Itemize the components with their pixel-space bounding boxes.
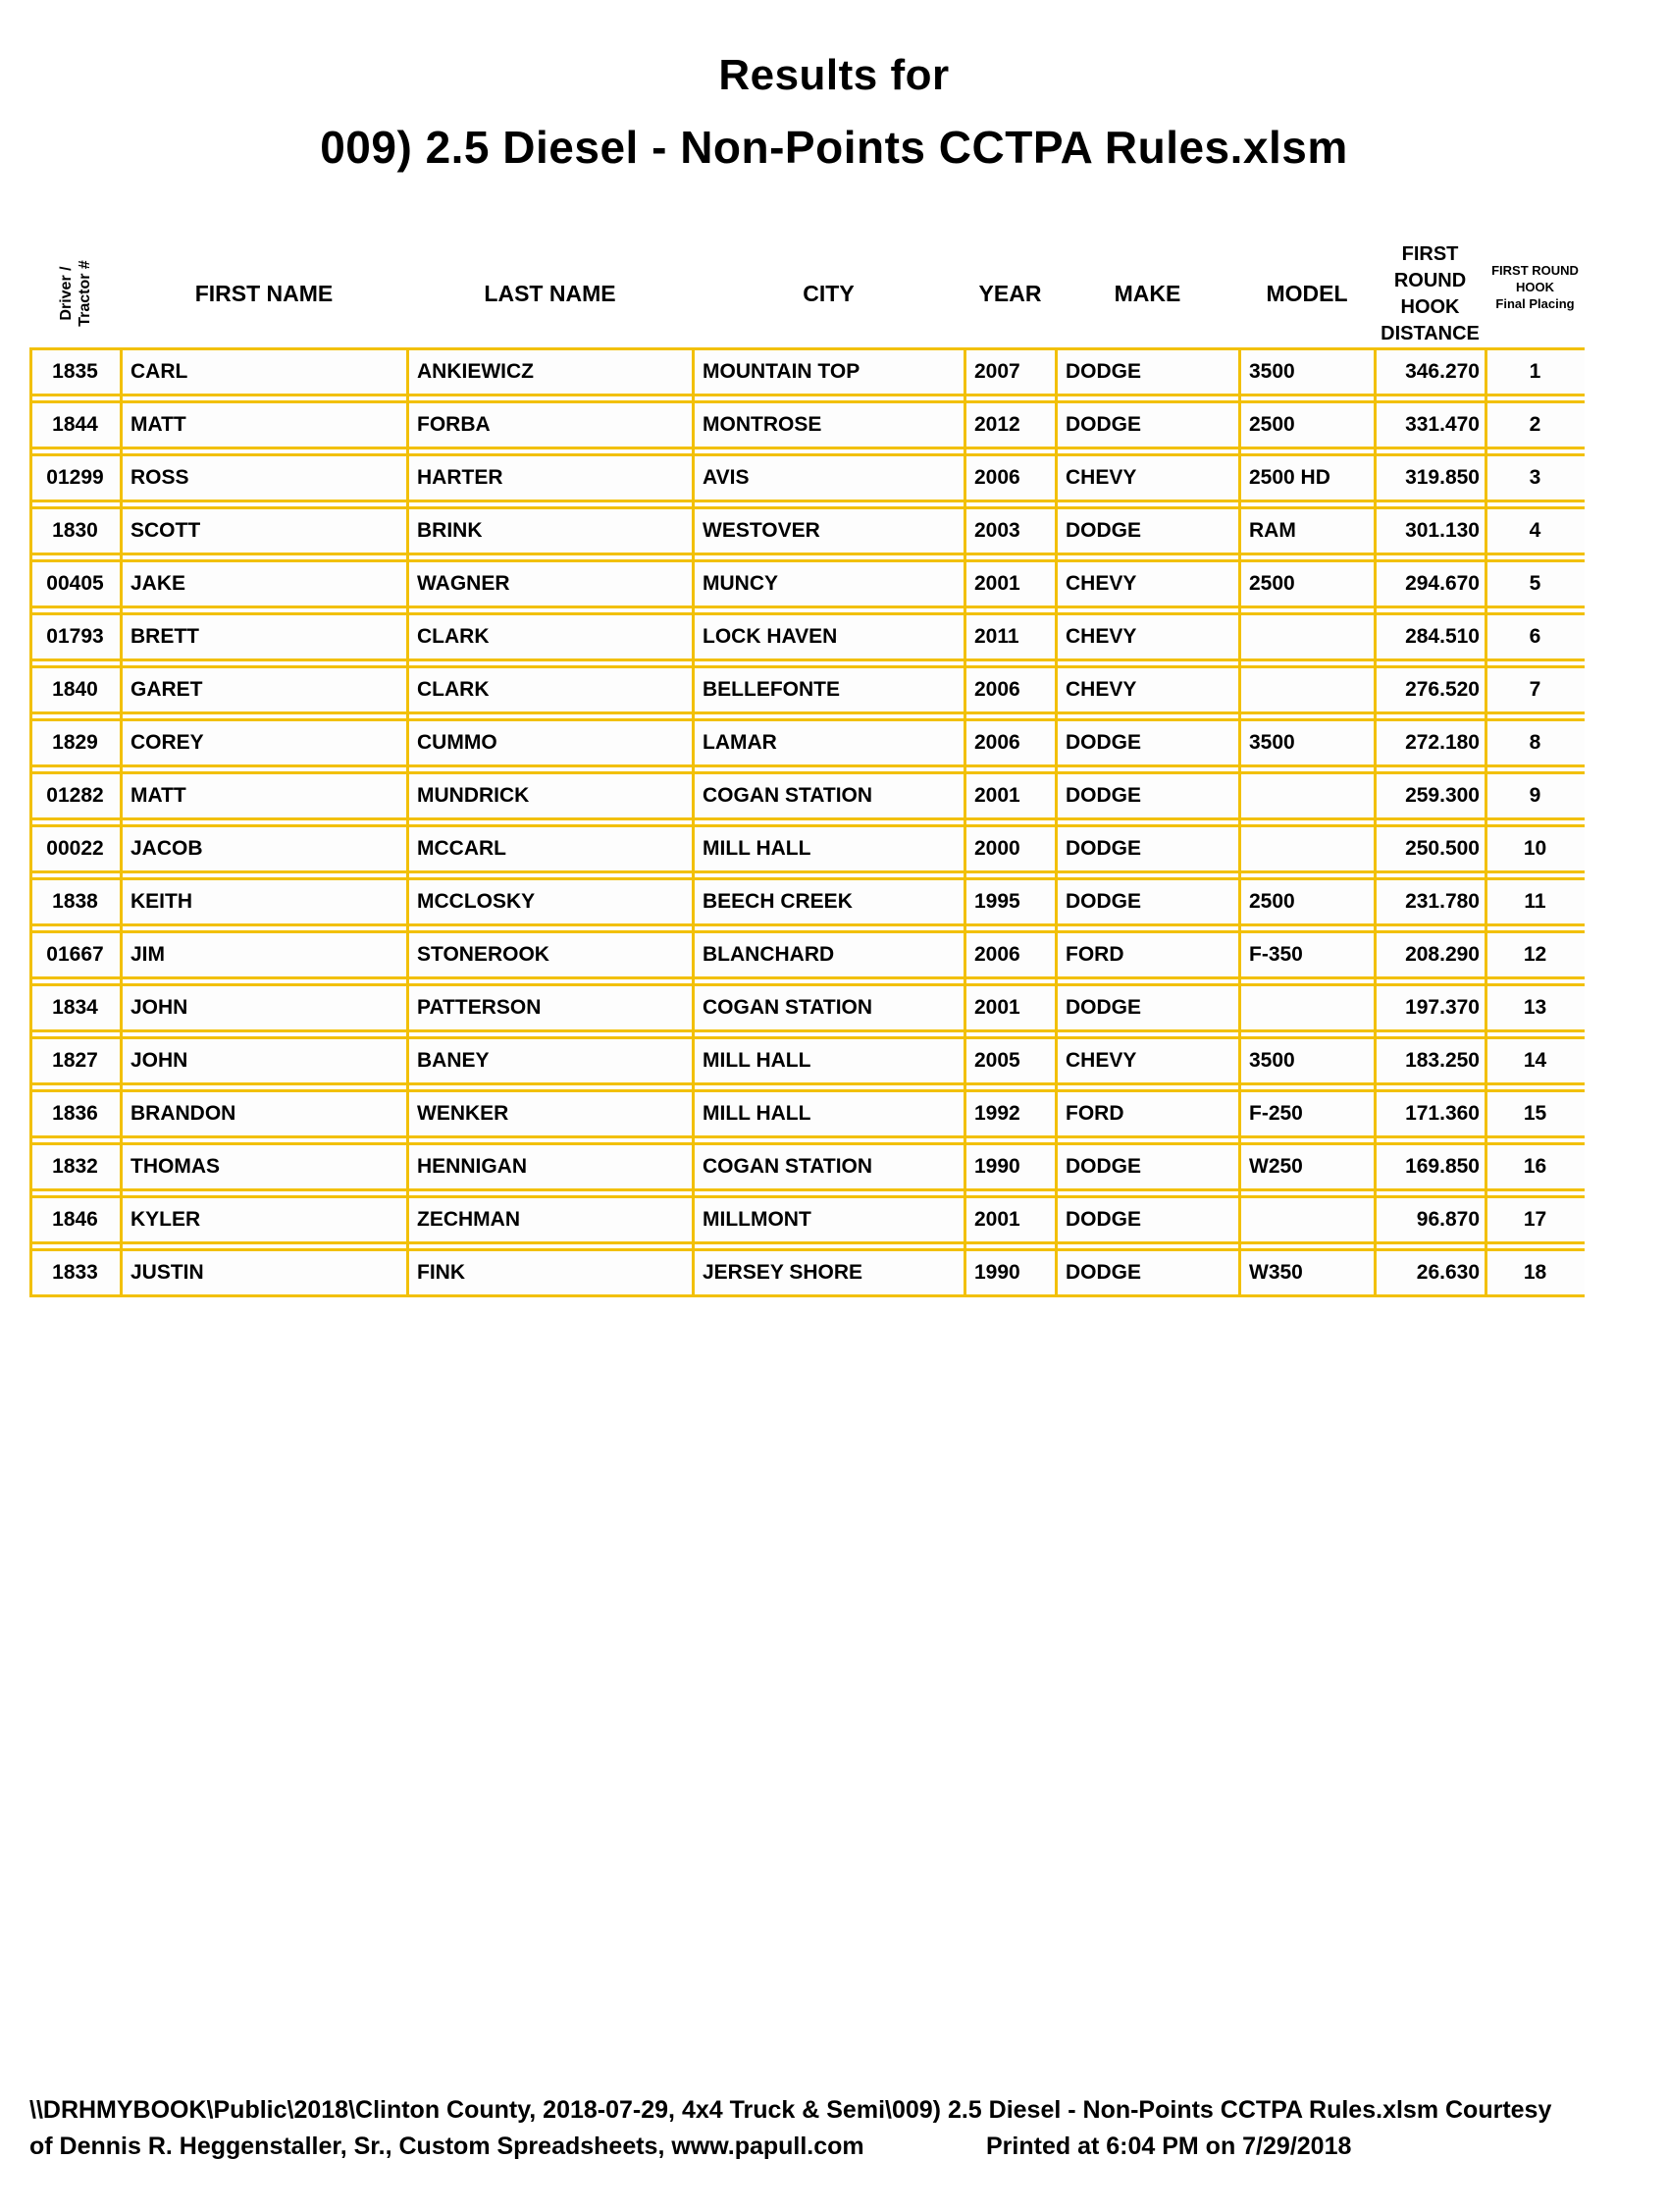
vertical-gridline <box>964 347 966 1297</box>
footer-courtesy-line: of Dennis R. Heggenstaller, Sr., Custom Spreadsheets, www.papull.com <box>29 2133 864 2160</box>
table-row <box>29 347 1585 396</box>
cell-first-name: MATT <box>130 413 186 436</box>
table-row <box>29 824 1585 873</box>
cell-first-name: BRETT <box>130 625 199 648</box>
cell-city: AVIS <box>703 466 750 489</box>
cell-hook-distance: 272.180 <box>1405 731 1480 754</box>
table-row <box>29 771 1585 820</box>
cell-hook-distance: 26.630 <box>1416 1261 1480 1284</box>
cell-first-name: JIM <box>130 943 166 966</box>
cell-make: DODGE <box>1066 996 1142 1019</box>
cell-final-placing: 14 <box>1523 1049 1547 1072</box>
cell-first-name: COREY <box>130 731 204 754</box>
cell-city: BEECH CREEK <box>703 890 853 913</box>
cell-final-placing: 2 <box>1529 413 1541 436</box>
cell-first-name: JACOB <box>130 837 203 860</box>
cell-city: MUNCY <box>703 572 778 595</box>
cell-model <box>1239 668 1375 711</box>
cell-driver-number: 01793 <box>46 625 104 648</box>
cell-make: CHEVY <box>1066 466 1137 489</box>
cell-final-placing: 17 <box>1523 1208 1547 1231</box>
cell-driver-number: 1835 <box>52 360 98 383</box>
driver-tractor-rotated-label: Driver / Tractor # <box>57 260 93 327</box>
cell-hook-distance: 250.500 <box>1405 837 1480 860</box>
cell-make: DODGE <box>1066 890 1142 913</box>
cell-first-name: KEITH <box>130 890 192 913</box>
column-header-hook-distance: FIRST ROUND HOOK DISTANCE <box>1381 243 1480 344</box>
cell-last-name: FORBA <box>417 413 491 436</box>
cell-driver-number: 1836 <box>52 1102 98 1125</box>
cell-year: 1990 <box>974 1155 1020 1178</box>
cell-hook-distance: 319.850 <box>1405 466 1480 489</box>
cell-last-name: MCCARL <box>417 837 506 860</box>
cell-driver-number: 1830 <box>52 519 98 542</box>
cell-driver-number: 00022 <box>46 837 104 860</box>
cell-model <box>1239 827 1375 870</box>
cell-hook-distance: 183.250 <box>1405 1049 1480 1072</box>
cell-first-name: JUSTIN <box>130 1261 204 1284</box>
cell-final-placing: 12 <box>1523 943 1547 966</box>
cell-make: DODGE <box>1066 1208 1142 1231</box>
cell-year: 2006 <box>974 466 1020 489</box>
table-row <box>29 453 1585 502</box>
cell-make: DODGE <box>1066 1155 1142 1178</box>
table-row <box>29 612 1585 661</box>
cell-year: 2001 <box>974 1208 1020 1231</box>
cell-model <box>1239 774 1375 817</box>
cell-final-placing: 11 <box>1524 890 1546 913</box>
cell-city: MILL HALL <box>703 1102 811 1125</box>
page-title-line1: Results for <box>718 51 950 99</box>
cell-last-name: MUNDRICK <box>417 784 530 807</box>
cell-driver-number: 1840 <box>52 678 98 701</box>
cell-final-placing: 5 <box>1529 572 1541 595</box>
cell-hook-distance: 331.470 <box>1405 413 1480 436</box>
results-table-body <box>29 347 1585 1297</box>
cell-make: CHEVY <box>1066 678 1137 701</box>
table-row <box>29 718 1585 767</box>
cell-driver-number: 1838 <box>52 890 98 913</box>
column-header-make: MAKE <box>1114 280 1181 306</box>
cell-year: 1992 <box>974 1102 1020 1125</box>
cell-year: 2012 <box>974 413 1020 436</box>
table-row <box>29 559 1585 608</box>
cell-final-placing: 13 <box>1523 996 1547 1019</box>
table-row <box>29 1248 1585 1297</box>
cell-last-name: BRINK <box>417 519 483 542</box>
cell-city: MILL HALL <box>703 1049 811 1072</box>
footer-file-path-line: \\DRHMYBOOK\Public\2018\Clinton County, 2018-07-29, 4x4 Truck & Semi\009) 2.5 Diesel - Non-Points CCTPA Rules.xlsm Courtesy <box>29 2096 1552 2124</box>
cell-city: WESTOVER <box>703 519 820 542</box>
table-row <box>29 1142 1585 1191</box>
cell-model: W250 <box>1249 1155 1303 1178</box>
cell-year: 2003 <box>974 519 1020 542</box>
cell-model: 3500 <box>1249 360 1295 383</box>
vertical-gridline <box>1238 347 1241 1297</box>
table-row <box>29 400 1585 449</box>
cell-year: 1990 <box>974 1261 1020 1284</box>
cell-year: 2006 <box>974 678 1020 701</box>
cell-final-placing: 7 <box>1529 678 1541 701</box>
cell-final-placing: 8 <box>1529 731 1541 754</box>
cell-first-name: JAKE <box>130 572 186 595</box>
cell-make: DODGE <box>1066 731 1142 754</box>
column-header-first-name: FIRST NAME <box>194 280 334 306</box>
cell-final-placing: 4 <box>1529 519 1541 542</box>
cell-last-name: FINK <box>417 1261 465 1284</box>
cell-final-placing: 16 <box>1523 1155 1547 1178</box>
cell-last-name: CLARK <box>417 625 490 648</box>
table-row <box>29 877 1585 926</box>
page-title-line2: 009) 2.5 Diesel - Non-Points CCTPA Rules.xlsm <box>320 122 1348 174</box>
vertical-gridline <box>1485 347 1487 1297</box>
cell-driver-number: 1827 <box>52 1049 98 1072</box>
cell-city: MILLMONT <box>703 1208 811 1231</box>
cell-city: BELLEFONTE <box>703 678 840 701</box>
table-row <box>29 1089 1585 1138</box>
cell-city: LAMAR <box>703 731 777 754</box>
cell-year: 2000 <box>974 837 1020 860</box>
cell-last-name: HARTER <box>417 466 503 489</box>
column-header-model: MODEL <box>1266 280 1348 306</box>
table-row <box>29 930 1585 979</box>
cell-city: JERSEY SHORE <box>703 1261 863 1284</box>
cell-driver-number: 1829 <box>52 731 98 754</box>
cell-year: 2005 <box>974 1049 1020 1072</box>
cell-make: DODGE <box>1066 519 1142 542</box>
cell-hook-distance: 169.850 <box>1405 1155 1480 1178</box>
cell-city: COGAN STATION <box>703 784 873 807</box>
cell-hook-distance: 346.270 <box>1405 360 1480 383</box>
cell-year: 2006 <box>974 731 1020 754</box>
column-header-last-name: LAST NAME <box>484 280 616 306</box>
results-table <box>29 239 1588 1301</box>
cell-model: F-250 <box>1249 1102 1303 1125</box>
footer-printed-timestamp: Printed at 6:04 PM on 7/29/2018 <box>986 2133 1352 2160</box>
cell-driver-number: 1832 <box>52 1155 98 1178</box>
cell-make: CHEVY <box>1066 625 1137 648</box>
cell-last-name: BANEY <box>417 1049 490 1072</box>
cell-hook-distance: 276.520 <box>1405 678 1480 701</box>
cell-driver-number: 1844 <box>52 413 98 436</box>
cell-year: 2007 <box>974 360 1020 383</box>
cell-city: BLANCHARD <box>703 943 835 966</box>
cell-city: COGAN STATION <box>703 1155 873 1178</box>
cell-final-placing: 18 <box>1523 1261 1547 1284</box>
cell-driver-number: 00405 <box>46 572 104 595</box>
cell-last-name: ZECHMAN <box>417 1208 520 1231</box>
cell-first-name: MATT <box>130 784 186 807</box>
cell-last-name: CLARK <box>417 678 490 701</box>
vertical-gridline <box>29 347 32 1297</box>
cell-hook-distance: 294.670 <box>1405 572 1480 595</box>
cell-hook-distance: 259.300 <box>1405 784 1480 807</box>
cell-final-placing: 9 <box>1529 784 1541 807</box>
column-header-driver-tractor <box>29 239 121 347</box>
cell-first-name: KYLER <box>130 1208 201 1231</box>
table-row <box>29 1195 1585 1244</box>
column-header-year: YEAR <box>978 280 1042 306</box>
table-row <box>29 665 1585 714</box>
cell-model: RAM <box>1249 519 1296 542</box>
cell-year: 2001 <box>974 572 1020 595</box>
cell-year: 2001 <box>974 996 1020 1019</box>
cell-hook-distance: 231.780 <box>1405 890 1480 913</box>
cell-driver-number: 01667 <box>46 943 104 966</box>
cell-driver-number: 01282 <box>46 784 104 807</box>
cell-city: MOUNTAIN TOP <box>703 360 860 383</box>
vertical-gridline <box>1374 347 1377 1297</box>
vertical-gridline <box>692 347 695 1297</box>
cell-city: LOCK HAVEN <box>703 625 838 648</box>
column-header-final-placing: FIRST ROUND HOOK Final Placing <box>1491 262 1579 311</box>
cell-make: DODGE <box>1066 784 1142 807</box>
cell-model: F-350 <box>1249 943 1303 966</box>
cell-model: 2500 <box>1249 890 1295 913</box>
table-header-row <box>29 239 1588 347</box>
cell-first-name: SCOTT <box>130 519 201 542</box>
cell-model: 2500 <box>1249 413 1295 436</box>
cell-first-name: BRANDON <box>130 1102 236 1125</box>
cell-first-name: JOHN <box>130 996 188 1019</box>
column-header-city: CITY <box>803 280 855 306</box>
cell-model <box>1239 986 1375 1029</box>
cell-hook-distance: 301.130 <box>1405 519 1480 542</box>
cell-city: MILL HALL <box>703 837 811 860</box>
cell-final-placing: 10 <box>1523 837 1547 860</box>
cell-last-name: ANKIEWICZ <box>417 360 534 383</box>
cell-make: DODGE <box>1066 1261 1142 1284</box>
table-row <box>29 983 1585 1032</box>
cell-last-name: CUMMO <box>417 731 497 754</box>
cell-make: DODGE <box>1066 413 1142 436</box>
cell-hook-distance: 208.290 <box>1405 943 1480 966</box>
cell-make: FORD <box>1066 943 1124 966</box>
vertical-gridline <box>1055 347 1058 1297</box>
cell-driver-number: 1846 <box>52 1208 98 1231</box>
cell-hook-distance: 284.510 <box>1405 625 1480 648</box>
vertical-gridline <box>120 347 123 1297</box>
cell-first-name: THOMAS <box>130 1155 220 1178</box>
cell-year: 1995 <box>974 890 1020 913</box>
cell-last-name: STONEROOK <box>417 943 549 966</box>
cell-last-name: MCCLOSKY <box>417 890 536 913</box>
cell-city: COGAN STATION <box>703 996 873 1019</box>
cell-year: 2011 <box>974 625 1019 648</box>
cell-make: CHEVY <box>1066 1049 1137 1072</box>
cell-last-name: HENNIGAN <box>417 1155 528 1178</box>
cell-last-name: PATTERSON <box>417 996 542 1019</box>
cell-first-name: ROSS <box>130 466 189 489</box>
cell-city: MONTROSE <box>703 413 822 436</box>
cell-model: W350 <box>1249 1261 1303 1284</box>
cell-make: DODGE <box>1066 837 1142 860</box>
cell-first-name: CARL <box>130 360 188 383</box>
cell-year: 2006 <box>974 943 1020 966</box>
cell-last-name: WENKER <box>417 1102 509 1125</box>
cell-year: 2001 <box>974 784 1020 807</box>
cell-make: DODGE <box>1066 360 1142 383</box>
cell-model <box>1239 1198 1375 1241</box>
cell-model <box>1239 615 1375 658</box>
table-row <box>29 1036 1585 1085</box>
cell-first-name: JOHN <box>130 1049 188 1072</box>
cell-model: 3500 <box>1249 731 1295 754</box>
table-row <box>29 506 1585 555</box>
cell-first-name: GARET <box>130 678 203 701</box>
cell-model: 2500 <box>1249 572 1295 595</box>
cell-driver-number: 01299 <box>46 466 104 489</box>
cell-model: 2500 HD <box>1249 466 1330 489</box>
cell-make: CHEVY <box>1066 572 1137 595</box>
cell-hook-distance: 96.870 <box>1416 1208 1480 1231</box>
cell-model: 3500 <box>1249 1049 1295 1072</box>
cell-driver-number: 1834 <box>52 996 98 1019</box>
cell-final-placing: 6 <box>1529 625 1541 648</box>
cell-last-name: WAGNER <box>417 572 510 595</box>
cell-final-placing: 15 <box>1523 1102 1547 1125</box>
cell-make: FORD <box>1066 1102 1124 1125</box>
cell-driver-number: 1833 <box>52 1261 98 1284</box>
footer <box>29 2092 1648 2165</box>
cell-final-placing: 1 <box>1529 360 1541 383</box>
vertical-gridline <box>406 347 409 1297</box>
cell-final-placing: 3 <box>1529 466 1541 489</box>
cell-hook-distance: 197.370 <box>1405 996 1480 1019</box>
cell-hook-distance: 171.360 <box>1405 1102 1480 1125</box>
